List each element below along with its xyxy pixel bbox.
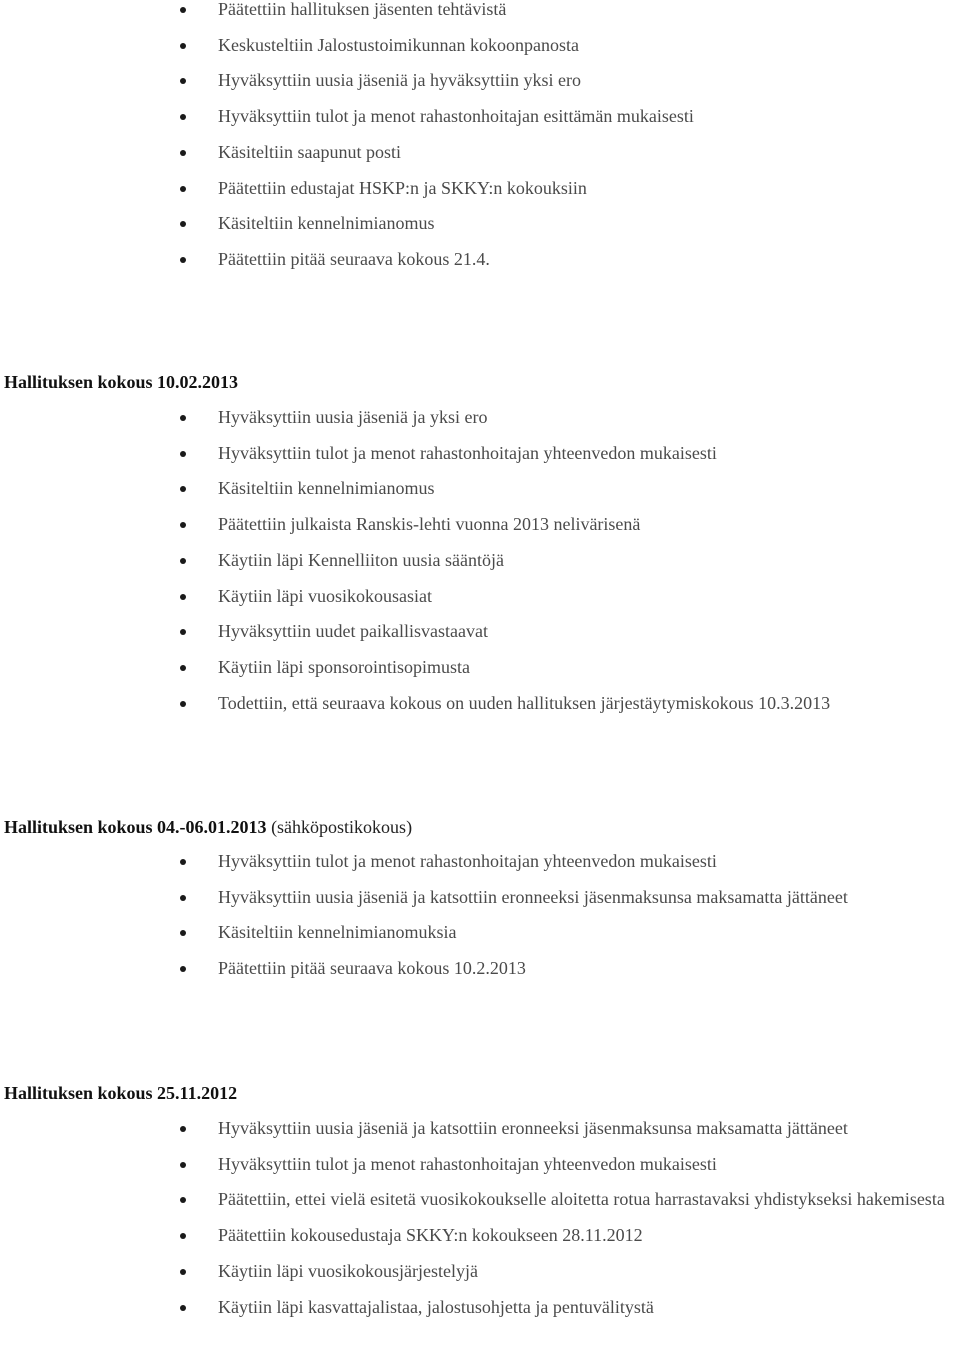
list-item [0,471,830,507]
list-item-text: Päätettiin julkaista Ranskis-lehti vuonna 2013 nelivärisenä [218,514,641,535]
bullet-icon [180,701,186,707]
bullet-icon [180,665,186,671]
list-item [0,1111,960,1147]
bullet-icon [180,415,186,421]
list-item [0,171,694,207]
list-item-text: Keskusteltiin Jalostustoimikunnan kokoonpanosta [218,34,579,55]
bullet-icon [180,43,186,49]
bullet-icon [180,451,186,457]
list-item-text: Hyväksyttiin tulot ja menot rahastonhoitajan yhteenvedon mukaisesti [218,1153,717,1174]
list-item [0,1218,960,1254]
list-item [0,63,694,99]
list-item [0,880,848,916]
list-item-text: Käytiin läpi Kennelliiton uusia sääntöjä [218,549,504,570]
list-item-text: Hyväksyttiin uusia jäseniä ja hyväksyttiin yksi ero [218,70,581,91]
decision-list-2012-11-25 [0,1111,960,1325]
bullet-icon [180,558,186,564]
bullet-icon [180,1269,186,1275]
list-item-text: Päätettiin hallituksen jäsenten tehtävistä [218,0,507,19]
list-item [0,1290,960,1326]
list-item [0,915,848,951]
list-item [0,242,694,278]
list-item-text: Käsiteltiin kennelnimianomus [218,213,435,234]
bullet-icon [180,522,186,528]
bullet-icon [180,1233,186,1239]
bullet-icon [180,930,186,936]
bullet-icon [180,257,186,263]
list-item [0,99,694,135]
list-item [0,507,830,543]
list-item [0,206,694,242]
list-item-text: Hyväksyttiin uusia jäseniä ja katsottiin eronneeksi jäsenmaksunsa maksamatta jättäneet [218,1118,848,1138]
meeting-heading-title: Hallituksen kokous 10.02.2013 [4,372,239,392]
list-item-text: Päätettiin pitää seuraava kokous 21.4. [218,248,490,269]
list-item-text: Käytiin läpi sponsorointisopimusta [218,656,470,677]
bullet-icon [180,7,186,13]
list-item [0,951,848,987]
bullet-icon [180,186,186,192]
meeting-heading [4,371,238,393]
list-item [0,400,830,436]
bullet-icon [180,966,186,972]
list-item [0,436,830,472]
bullet-icon [180,150,186,156]
list-item-text: Käytiin läpi kasvattajalistaa, jalostusohjetta ja pentuvälitystä [218,1296,654,1317]
bullet-icon [180,221,186,227]
meeting-heading-title: Hallituksen kokous 25.11.2012 [4,1083,238,1103]
decision-list-2013-01-04 [0,844,848,987]
list-item-text: Hyväksyttiin uusia jäseniä ja yksi ero [218,407,488,427]
bullet-icon [180,859,186,865]
list-item-text: Hyväksyttiin uusia jäseniä ja katsottiin eronneeksi jäsenmaksunsa maksamatta jättäneet [218,886,848,907]
list-item-text: Hyväksyttiin tulot ja menot rahastonhoitajan yhteenvedon mukaisesti [218,442,717,463]
bullet-icon [180,1197,186,1203]
bullet-icon [180,895,186,901]
list-item-text: Käsiteltiin kennelnimianomuksia [218,922,457,943]
list-item [0,614,830,650]
list-item-text: Käytiin läpi vuosikokousasiat [218,585,432,606]
decision-list-previous [0,0,694,278]
list-item-text: Hyväksyttiin tulot ja menot rahastonhoitajan yhteenvedon mukaisesti [218,851,717,871]
meeting-heading-title: Hallituksen kokous 04.-06.01.2013 [4,817,267,837]
list-item-text: Käytiin läpi vuosikokousjärjestelyjä [218,1260,478,1281]
bullet-icon [180,114,186,120]
bullet-icon [180,1162,186,1168]
bullet-icon [180,486,186,492]
bullet-icon [180,1126,186,1132]
bullet-icon [180,78,186,84]
meeting-heading [4,1082,237,1104]
list-item [0,650,830,686]
bullet-icon [180,629,186,635]
list-item-text: Hyväksyttiin tulot ja menot rahastonhoitajan esittämän mukaisesti [218,106,694,127]
list-item [0,579,830,615]
bullet-icon [180,1305,186,1311]
list-item-text: Käsiteltiin kennelnimianomus [218,478,435,499]
list-item-text: Hyväksyttiin uudet paikallisvastaavat [218,621,488,642]
list-item [0,1254,960,1290]
list-item [0,28,694,64]
list-item-text: Päätettiin pitää seuraava kokous 10.2.2013 [218,958,526,979]
list-item [0,0,694,28]
list-item [0,543,830,579]
decision-list-2013-02-10 [0,400,830,721]
list-item-text: Käsiteltiin saapunut posti [218,141,401,162]
list-item-text: Todettiin, että seuraava kokous on uuden hallituksen järjestäytymiskokous 10.3.2013 [218,692,831,713]
list-item [0,1182,960,1218]
meeting-heading-note: (sähköpostikokous) [266,817,413,837]
list-item-text: Päätettiin edustajat HSKP:n ja SKKY:n kokouksiin [218,177,587,198]
list-item [0,135,694,171]
list-item [0,686,830,722]
bullet-icon [180,594,186,600]
list-item-text: Päätettiin kokousedustaja SKKY:n kokoukseen 28.11.2012 [218,1225,643,1246]
meeting-heading [4,816,412,838]
list-item [0,844,848,880]
list-item [0,1147,960,1183]
list-item-text: Päätettiin, ettei vielä esitetä vuosikokoukselle aloitetta rotua harrastavaksi yhdistykseksi hakemisesta [218,1189,945,1210]
